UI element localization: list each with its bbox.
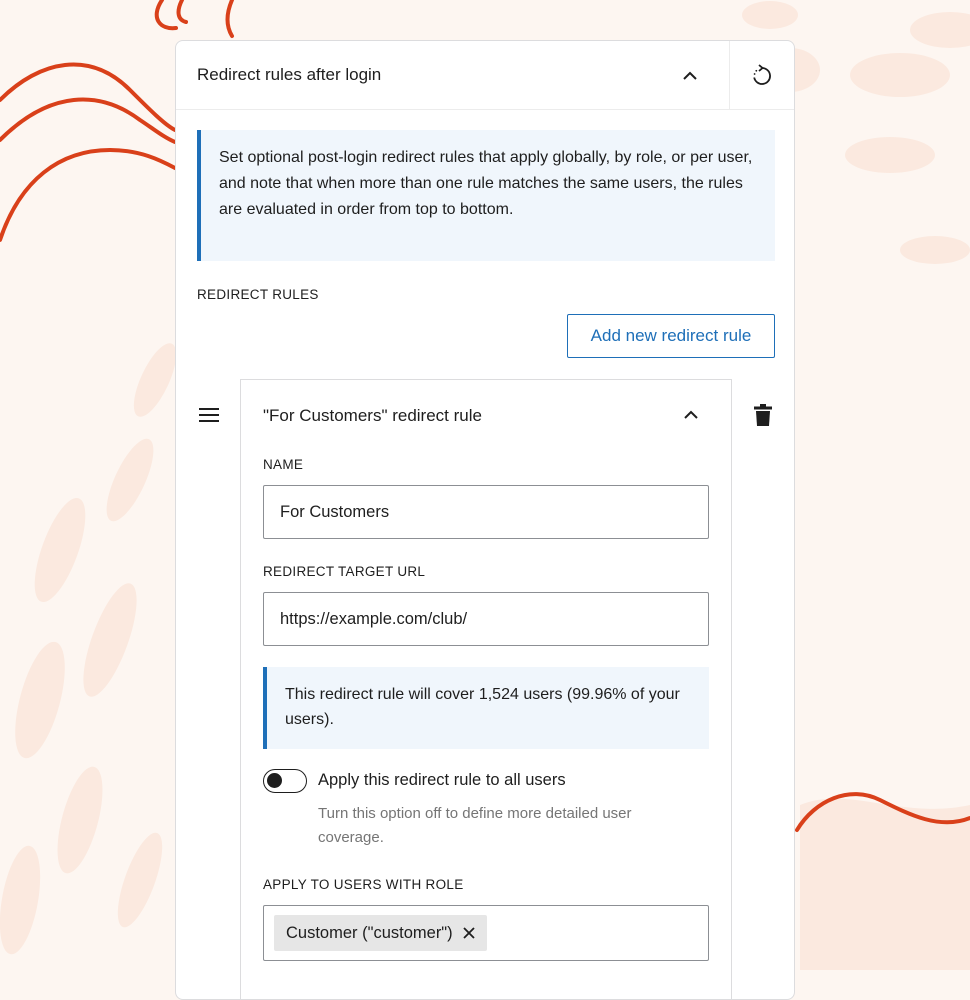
info-notice: Set optional post-login redirect rules that apply globally, by role, or per user, and note that when more than one rule matches the same users, the rules are evaluated in order from top to bottom. [197,130,775,261]
add-redirect-rule-button[interactable]: Add new redirect rule [567,314,775,358]
reset-button[interactable] [742,59,782,93]
role-chip [274,915,487,951]
redirect-rule-card [240,379,732,1000]
role-chip-label: Customer ("customer") [286,923,453,942]
name-label: NAME [263,457,304,472]
apply-all-users-toggle[interactable] [263,769,307,793]
panel-collapse-button[interactable] [672,61,708,91]
redirect-rules-panel [175,40,795,1000]
chevron-up-icon [682,71,698,81]
redirect-url-input[interactable] [263,592,709,646]
drag-handle-icon [199,408,219,422]
remove-role-button[interactable] [463,927,475,939]
close-icon [463,927,475,939]
redirect-url-label: REDIRECT TARGET URL [263,564,426,579]
toggle-help-text: Turn this option off to define more detailed user coverage. [318,805,632,846]
role-select[interactable] [263,905,709,961]
drag-handle[interactable] [196,403,222,427]
name-input[interactable] [263,485,709,539]
delete-rule-button[interactable] [750,401,776,429]
toggle-knob [267,773,282,788]
toggle-label: Apply this redirect rule to all users [318,771,566,789]
trash-icon [754,404,772,426]
redirect-rules-label: REDIRECT RULES [197,287,319,302]
reset-icon [750,64,774,88]
rule-collapse-button[interactable] [673,400,709,430]
coverage-notice: This redirect rule will cover 1,524 users (99.96% of your users). [263,667,709,749]
header-divider [729,41,730,109]
panel-header [176,41,795,110]
rule-title: "For Customers" redirect rule [263,406,482,425]
role-label: APPLY TO USERS WITH ROLE [263,877,464,892]
panel-title: Redirect rules after login [197,65,382,84]
chevron-up-icon [683,410,699,420]
